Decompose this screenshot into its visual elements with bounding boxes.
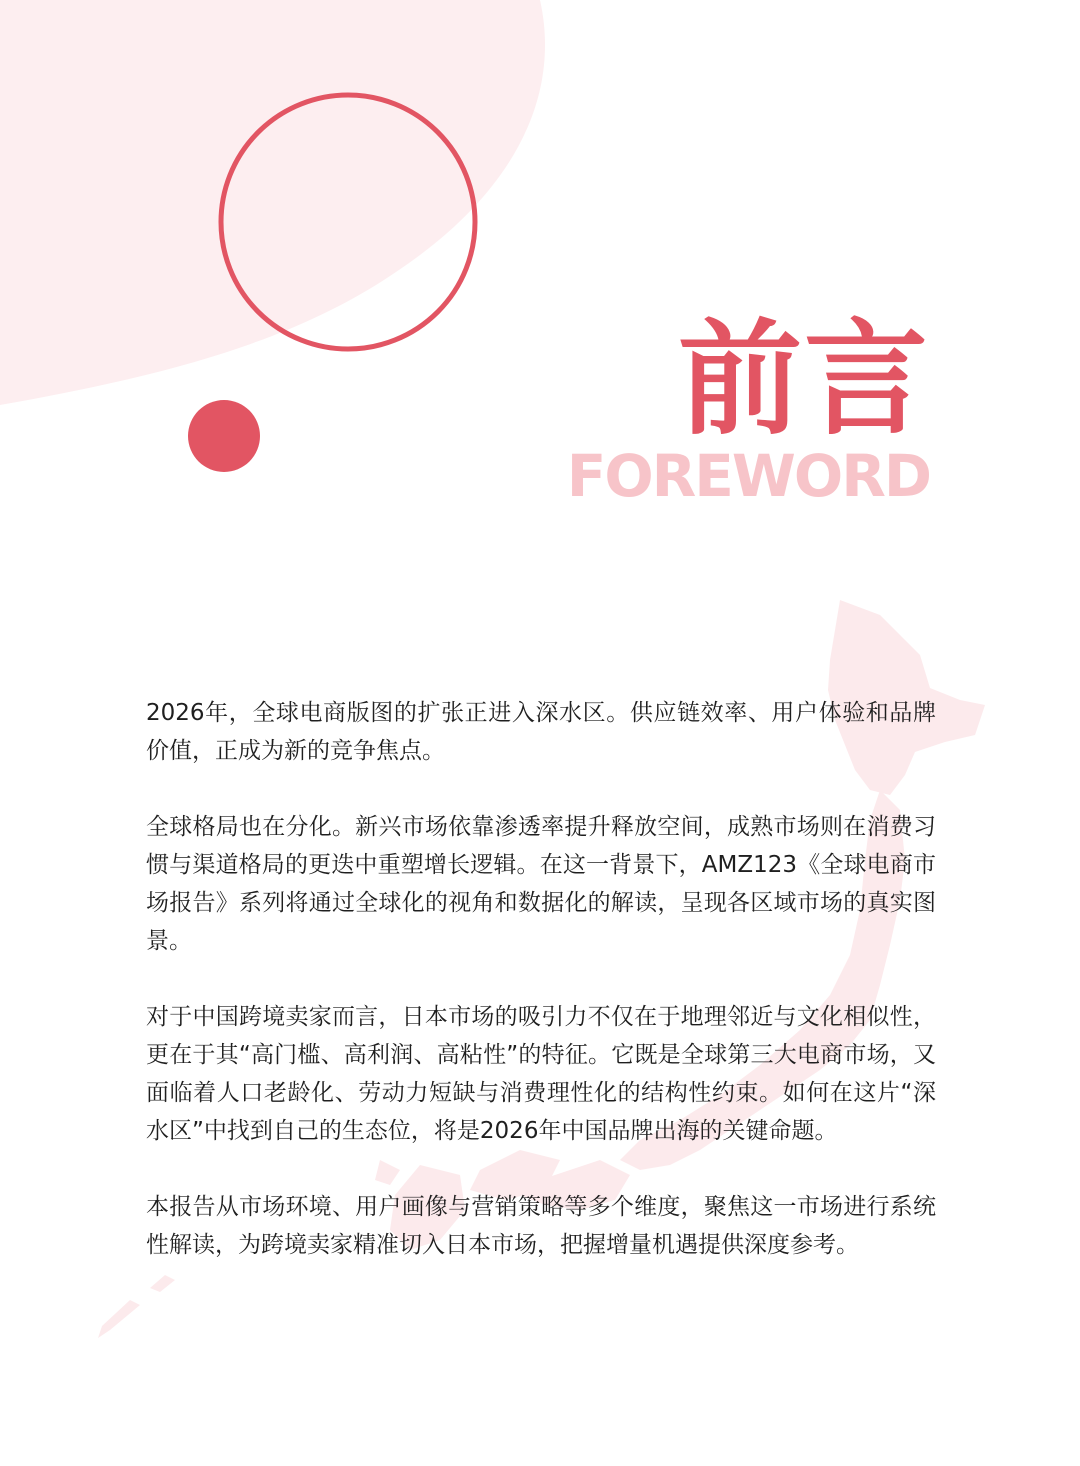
solid-dot-shape bbox=[188, 400, 260, 472]
page-title: 前言 bbox=[677, 308, 930, 452]
paragraph: 全球格局也在分化。新兴市场依靠渗透率提升释放空间，成熟市场则在消费习惯与渠道格局的更迭中重塑增长逻辑。在这一背景下，AMZ123《全球电商市场报告》系列将通过全球化的视角和数据化的解读，呈现各区域市场的真实图景。 bbox=[146, 814, 936, 954]
pink-blob-shape bbox=[0, 0, 545, 405]
page-subtitle-english: FOREWORD bbox=[566, 442, 930, 510]
foreword-body bbox=[146, 694, 936, 1302]
paragraph: 本报告从市场环境、用户画像与营销策略等多个维度，聚焦这一市场进行系统性解读，为跨境卖家精准切入日本市场，把握增量机遇提供深度参考。 bbox=[146, 1194, 936, 1258]
paragraph: 2026年，全球电商版图的扩张正进入深水区。供应链效率、用户体验和品牌价值，正成为新的竞争焦点。 bbox=[146, 700, 936, 764]
paragraph: 对于中国跨境卖家而言，日本市场的吸引力不仅在于地理邻近与文化相似性，更在于其“高门槛、高利润、高粘性”的特征。它既是全球第三大电商市场，又面临着人口老龄化、劳动力短缺与消费理性化的结构性约束。如何在这片“深水区”中找到自己的生态位，将是2026年中国品牌出海的关键命题。 bbox=[146, 1004, 936, 1144]
